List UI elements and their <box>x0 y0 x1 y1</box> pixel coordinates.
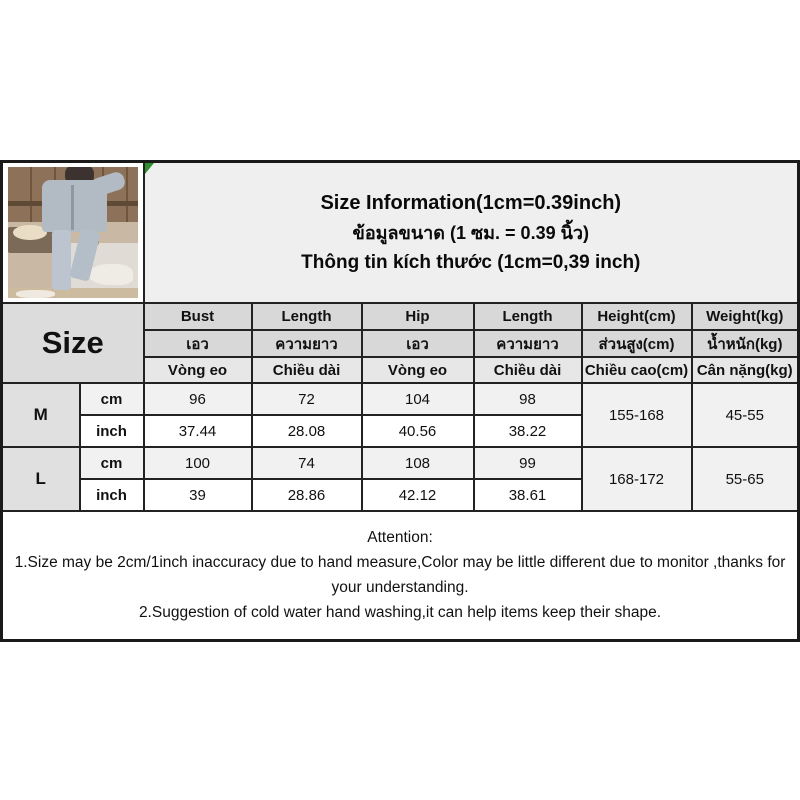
m-height-range: 155-168 <box>582 383 692 447</box>
m-weight-range: 45-55 <box>692 383 799 447</box>
col-header-weight-th: น้ำหนัก(kg) <box>692 330 799 357</box>
m-length2-cm: 98 <box>474 383 582 415</box>
unit-label-cm: cm <box>80 383 144 415</box>
title-thai: ข้อมูลขนาด (1 ซม. = 0.39 นิ้ว) <box>352 222 589 243</box>
l-height-range: 168-172 <box>582 447 692 511</box>
l-length2-cm: 99 <box>474 447 582 479</box>
l-bust-inch: 39 <box>144 479 252 511</box>
photo-rug-art <box>16 290 55 298</box>
unit-label-cm: cm <box>80 447 144 479</box>
l-weight-range: 55-65 <box>692 447 799 511</box>
l-bust-cm: 100 <box>144 447 252 479</box>
cell-corner-flag-icon <box>145 163 154 174</box>
col-header-height-th: ส่วนสูง(cm) <box>582 330 692 357</box>
l-hip-inch: 42.12 <box>362 479 474 511</box>
col-header-length1-vi: Chiều dài <box>252 357 362 383</box>
col-header-bust-th: เอว <box>144 330 252 357</box>
m-length1-inch: 28.08 <box>252 415 362 447</box>
l-length1-inch: 28.86 <box>252 479 362 511</box>
size-chart-sheet <box>0 160 797 642</box>
unit-label-inch: inch <box>80 479 144 511</box>
col-header-height-vi: Chiều cao(cm) <box>582 357 692 383</box>
m-hip-inch: 40.56 <box>362 415 474 447</box>
attention-note-1: 1.Size may be 2cm/1inch inaccuracy due to hand measure,Color may be little different due to monitor ,thanks for your understanding. <box>14 554 786 597</box>
title-cell <box>144 162 799 304</box>
title-english: Size Information(1cm=0.39inch) <box>320 191 622 214</box>
product-photo-cell <box>2 162 144 304</box>
m-bust-inch: 37.44 <box>144 415 252 447</box>
col-header-hip-vi: Vòng eo <box>362 357 474 383</box>
m-length1-cm: 72 <box>252 383 362 415</box>
col-header-weight-en: Weight(kg) <box>692 303 799 330</box>
unit-label-inch: inch <box>80 415 144 447</box>
attention-heading: Attention: <box>367 529 433 547</box>
col-header-hip-th: เอว <box>362 330 474 357</box>
size-table <box>0 160 800 642</box>
col-header-length1-en: Length <box>252 303 362 330</box>
col-header-length2-th: ความยาว <box>474 330 582 357</box>
col-header-length2-vi: Chiều dài <box>474 357 582 383</box>
row-label-size-m: M <box>2 383 80 447</box>
col-header-hip-en: Hip <box>362 303 474 330</box>
photo-pajama-leg-art <box>52 230 72 290</box>
attention-note-2: 2.Suggestion of cold water hand washing,it can help items keep their shape. <box>138 604 662 622</box>
photo-shirt-buttons-art <box>71 185 74 230</box>
m-hip-cm: 104 <box>362 383 474 415</box>
l-length1-cm: 74 <box>252 447 362 479</box>
col-header-bust-vi: Vòng eo <box>144 357 252 383</box>
col-header-length2-en: Length <box>474 303 582 330</box>
col-header-height-en: Height(cm) <box>582 303 692 330</box>
l-length2-inch: 38.61 <box>474 479 582 511</box>
l-hip-cm: 108 <box>362 447 474 479</box>
attention-notes-cell <box>2 511 799 640</box>
photo-bedding-art <box>88 264 132 285</box>
m-bust-cm: 96 <box>144 383 252 415</box>
title-vietnamese: Thông tin kích thước (1cm=0,39 inch) <box>301 251 641 273</box>
size-corner-label: Size <box>2 303 144 383</box>
col-header-weight-vi: Cân nặng(kg) <box>692 357 799 383</box>
col-header-length1-th: ความยาว <box>252 330 362 357</box>
m-length2-inch: 38.22 <box>474 415 582 447</box>
col-header-bust-en: Bust <box>144 303 252 330</box>
row-label-size-l: L <box>2 447 80 511</box>
product-photo <box>8 167 138 298</box>
